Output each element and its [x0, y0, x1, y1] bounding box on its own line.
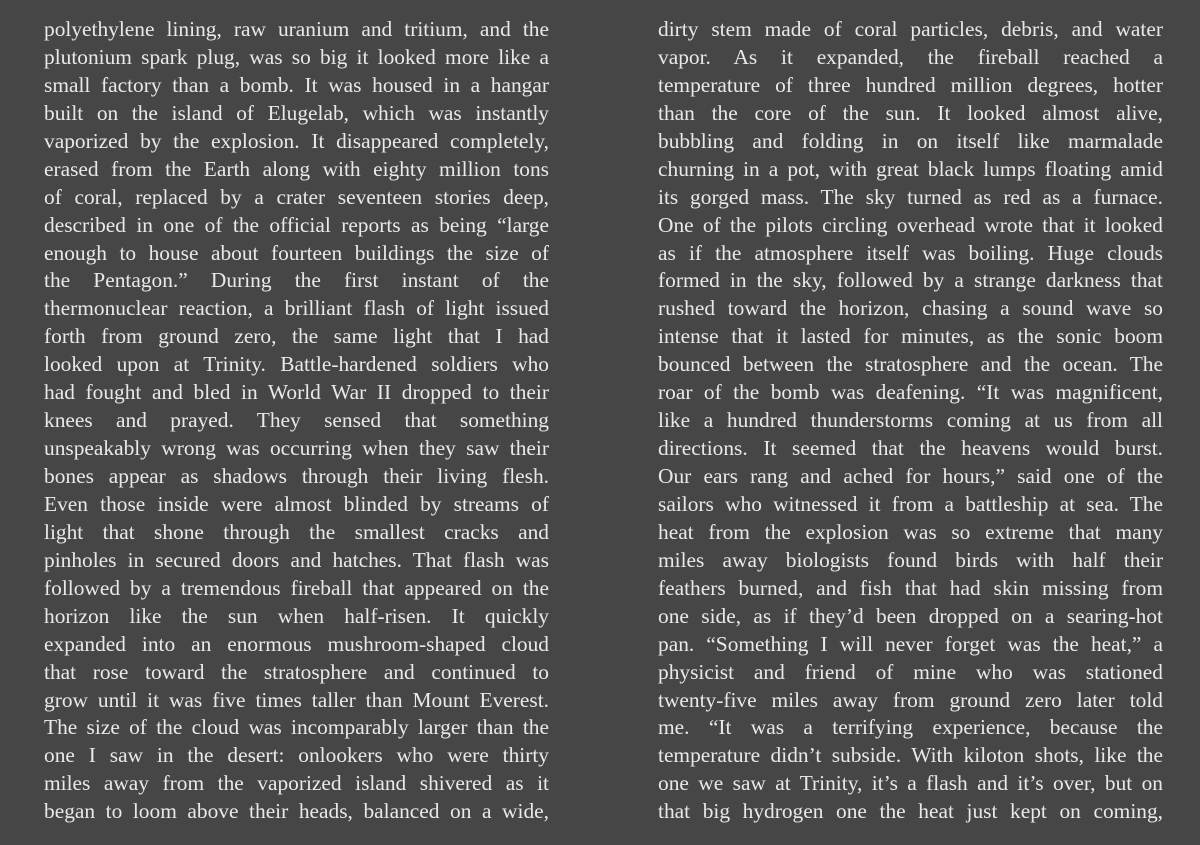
text-line: vaporized by the explosion. It disappeared completely, [44, 128, 549, 153]
text-line: that rose toward the stratosphere and continued to [44, 659, 549, 684]
text-line: light that shone through the smallest cracks and [44, 519, 549, 544]
text-line: temperature didn’t subside. With kiloton shots, like the [658, 743, 1163, 768]
right-page-text [658, 16, 1163, 826]
text-line: sailors who witnessed it from a battleship at sea. The [658, 491, 1163, 516]
text-line: as if the atmosphere itself was boiling. Huge clouds [658, 240, 1163, 265]
text-line: miles away biologists found birds with half their [658, 547, 1163, 572]
text-line: temperature of three hundred million degrees, hotter [658, 72, 1163, 97]
text-line: Our ears rang and ached for hours,” said one of the [658, 464, 1163, 488]
text-line: followed by a tremendous fireball that appeared on the [44, 575, 549, 600]
text-line: me. “It was a terrifying experience, because the [658, 715, 1163, 740]
text-line: that big hydrogen one the heat just kept on coming, [658, 799, 1163, 824]
text-line: dirty stem made of coral particles, debris, and water [658, 17, 1163, 41]
text-line: looked upon at Trinity. Battle-hardened soldiers who [44, 352, 549, 377]
text-line: vapor. As it expanded, the fireball reached a [658, 44, 1163, 69]
text-line: like a hundred thunderstorms coming at us from all [658, 408, 1163, 433]
text-line: grow until it was five times taller than Mount Everest. [44, 687, 549, 712]
text-line: small factory than a bomb. It was housed in a hangar [44, 72, 549, 97]
text-line: its gorged mass. The sky turned as red as a furnace. [658, 184, 1163, 209]
text-line: bubbling and folding in on itself like marmalade [658, 128, 1163, 153]
text-line: heat from the explosion was so extreme that many [658, 519, 1163, 544]
text-line: polyethylene lining, raw uranium and tritium, and the [44, 17, 549, 41]
text-line: formed in the sky, followed by a strange darkness that [658, 268, 1163, 293]
text-line: rushed toward the horizon, chasing a sound wave so [658, 296, 1163, 321]
text-line: roar of the bomb was deafening. “It was magnificent, [658, 380, 1163, 405]
text-line: bounced between the stratosphere and the ocean. The [658, 352, 1163, 377]
text-line: unspeakably wrong was occurring when they saw their [44, 436, 549, 461]
text-line: pan. “Something I will never forget was the heat,” a [658, 631, 1163, 656]
text-line: The size of the cloud was incomparably larger than the [44, 715, 549, 740]
text-line: began to loom above their heads, balanced on a wide, [44, 799, 549, 824]
text-line: directions. It seemed that the heavens would burst. [658, 436, 1163, 461]
text-line: miles away from the vaporized island shivered as it [44, 771, 549, 796]
text-line: one side, as if they’d been dropped on a searing-hot [658, 603, 1163, 628]
text-line: Even those inside were almost blinded by streams of [44, 491, 549, 516]
text-line: built on the island of Elugelab, which was instantly [44, 100, 549, 125]
text-line: the Pentagon.” During the first instant of the [44, 268, 549, 293]
text-line: pinholes in secured doors and hatches. That flash was [44, 547, 549, 572]
text-line: churning in a pot, with great black lumps floating amid [658, 156, 1163, 181]
text-line: One of the pilots circling overhead wrote that it looked [658, 212, 1163, 237]
text-line: physicist and friend of mine who was stationed [658, 659, 1163, 684]
text-line: twenty-five miles away from ground zero later told [658, 687, 1163, 712]
text-line: than the core of the sun. It looked almost alive, [658, 100, 1163, 125]
text-line: one we saw at Trinity, it’s a flash and it’s over, but on [658, 771, 1163, 796]
left-page-text [44, 16, 549, 826]
text-line: thermonuclear reaction, a brilliant flash of light issued [44, 296, 549, 321]
text-line: one I saw in the desert: onlookers who were thirty [44, 743, 549, 768]
text-line: had fought and bled in World War II dropped to their [44, 380, 549, 405]
text-line: erased from the Earth along with eighty million tons [44, 156, 549, 181]
text-line: feathers burned, and fish that had skin missing from [658, 575, 1163, 600]
text-line: forth from ground zero, the same light that I had [44, 324, 549, 349]
text-line: plutonium spark plug, was so big it looked more like a [44, 44, 549, 69]
text-line: knees and prayed. They sensed that something [44, 408, 549, 433]
text-line: of coral, replaced by a crater seventeen stories deep, [44, 184, 549, 209]
text-line: expanded into an enormous mushroom-shaped cloud [44, 631, 549, 656]
text-line: enough to house about fourteen buildings the size of [44, 240, 549, 265]
text-line: intense that it lasted for minutes, as the sonic boom [658, 324, 1163, 349]
text-line: described in one of the official reports as being “large [44, 212, 549, 237]
text-line: bones appear as shadows through their living flesh. [44, 464, 549, 488]
text-line: horizon like the sun when half-risen. It quickly [44, 603, 549, 628]
